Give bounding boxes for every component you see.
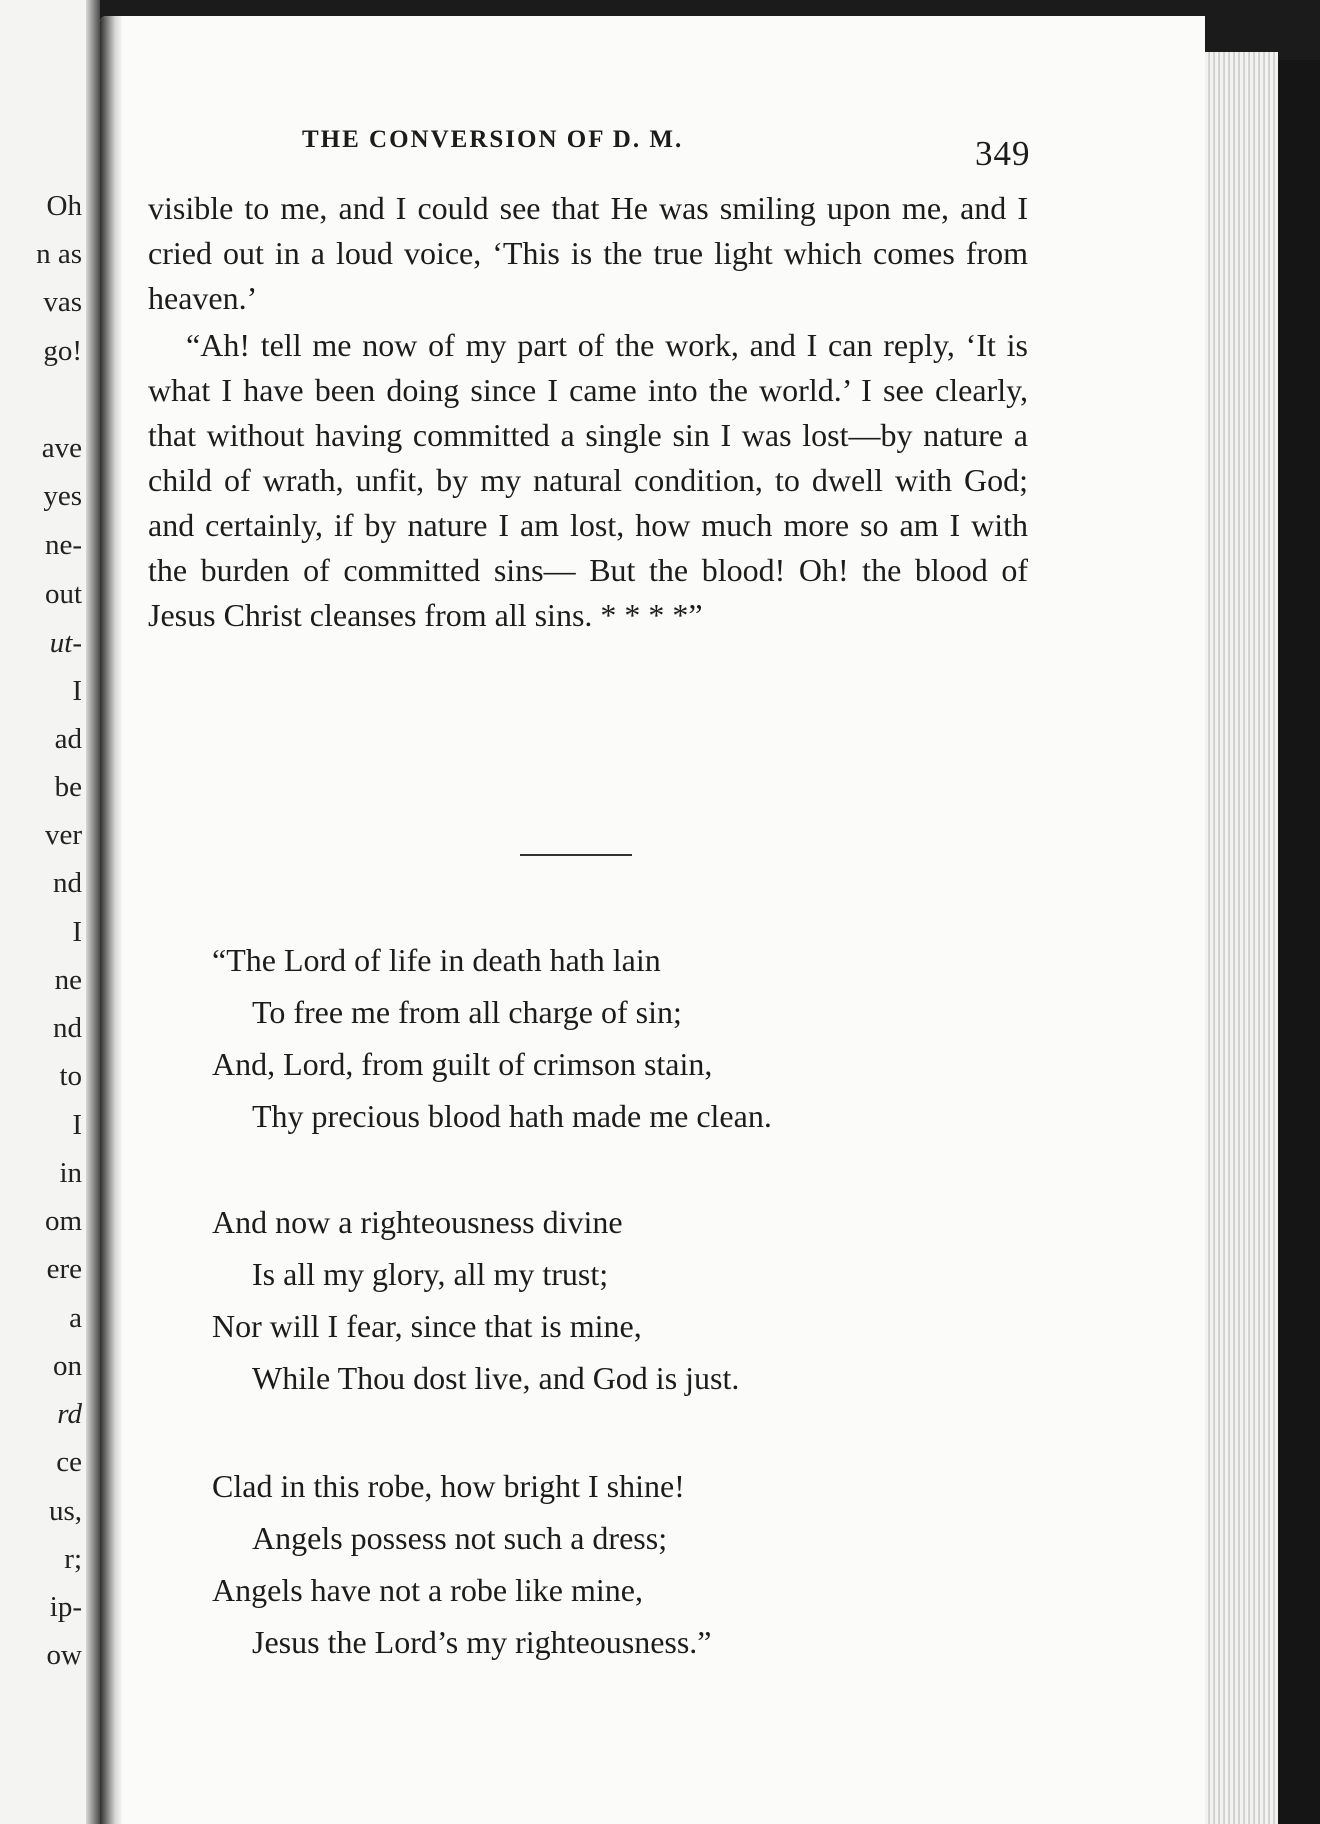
fragment-line: I [72, 916, 82, 948]
fragment-line: ow [46, 1639, 82, 1671]
page-edges [1200, 52, 1278, 1824]
running-title: THE CONVERSION OF D. M. [302, 126, 684, 153]
poem-line: Is all my glory, all my trust; [252, 1256, 609, 1292]
fragment-line: ver [44, 819, 82, 851]
poem-line: To free me from all charge of sin; [252, 994, 682, 1030]
paragraph: “Ah! tell me now of my part of the work, and I can reply, ‘It is what I have been doing since I came into the world.’ I see clearly, that without having committed a single sin I was lost—by nature a child of wrath, unfit, by my natural condition, to dwell with God; and certainly, if by nature I am lost, how much more so am I with the burden of committed sins— But the blood! Oh! the blood of Jesus Christ cleanses from all sins. * * * *” [148, 327, 1028, 633]
fragment-line: go! [43, 335, 82, 367]
fragment-line: us, [48, 1495, 82, 1527]
fragment-line: out [44, 578, 82, 610]
background-shadow [1278, 60, 1320, 1824]
poem-line: Clad in this robe, how bright I shine! [212, 1468, 685, 1504]
paragraph: visible to me, and I could see that He was smiling upon me, and I cried out in a loud voice, ‘This is the true light which comes from heaven.’ [148, 190, 1028, 316]
fragment-line: ne- [44, 529, 82, 561]
page-spine-shadow [100, 16, 122, 1824]
fragment-line: ave [41, 432, 82, 464]
fragment-line: be [54, 771, 82, 803]
fragment-line: yes [43, 480, 82, 512]
poem-line: Angels have not a robe like mine, [212, 1572, 643, 1608]
fragment-line: Oh [46, 190, 82, 222]
fragment-line: ip- [49, 1591, 82, 1623]
fragment-line: vas [43, 286, 82, 318]
fragment-line: ce [56, 1446, 82, 1478]
fragment-line: ere [46, 1253, 82, 1285]
fragment-line: I [72, 1109, 82, 1141]
fragment-line: n as [36, 238, 82, 270]
page-number: 349 [975, 134, 1031, 173]
poem-line: “The Lord of life in death hath lain [212, 942, 661, 978]
fragment-line: rd [57, 1398, 82, 1430]
fragment-line: ut- [49, 627, 82, 659]
section-divider [520, 854, 632, 856]
fragment-line: om [44, 1205, 82, 1237]
poem-stanza [212, 1196, 972, 1404]
poem-line: Jesus the Lord’s my righteousness.” [252, 1624, 712, 1660]
poem-stanza [212, 934, 972, 1142]
fragment-line: I [72, 675, 82, 707]
fragment-line: ne [54, 964, 82, 996]
poem-line: Angels possess not such a dress; [252, 1520, 668, 1556]
previous-page [0, 0, 100, 1824]
poem-line: And now a righteousness divine [212, 1204, 623, 1240]
fragment-line: nd [53, 867, 82, 899]
poem-stanza [212, 1460, 972, 1668]
fragment-line: ad [54, 723, 82, 755]
poem-line: And, Lord, from guilt of crimson stain, [212, 1046, 713, 1082]
poem-line: Thy precious blood hath made me clean. [252, 1098, 772, 1134]
fragment-line: r; [64, 1543, 82, 1575]
book-gutter [86, 0, 100, 1824]
fragment-line: a [69, 1302, 82, 1334]
poem-line: While Thou dost live, and God is just. [252, 1360, 740, 1396]
fragment-line: in [59, 1157, 82, 1189]
body-text [148, 186, 1028, 638]
fragment-line: to [59, 1060, 82, 1092]
fragment-line: on [53, 1350, 82, 1382]
poem-line: Nor will I fear, since that is mine, [212, 1308, 642, 1344]
fragment-line: nd [53, 1012, 82, 1044]
